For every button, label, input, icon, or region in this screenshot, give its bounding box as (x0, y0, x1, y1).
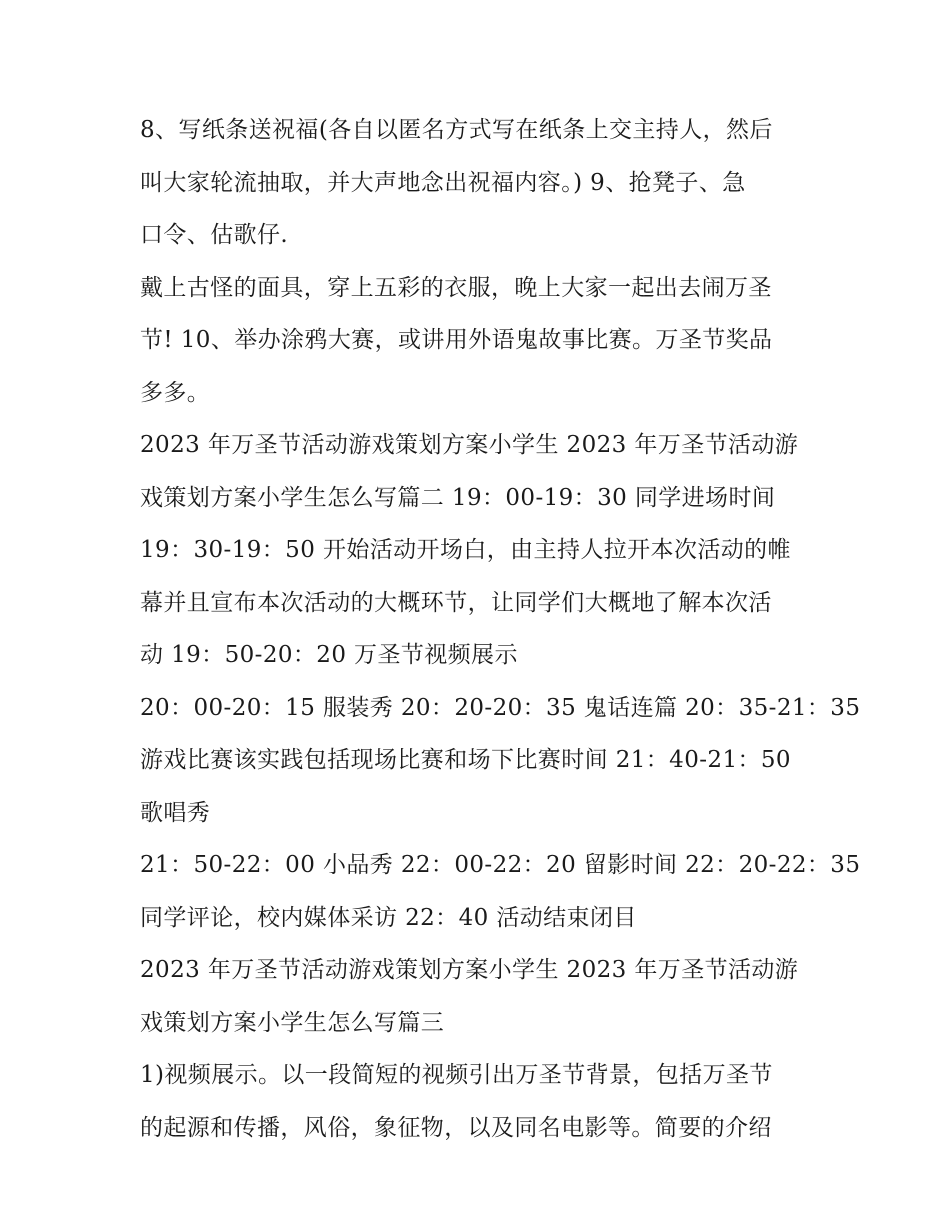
text-line: 2023 年万圣节活动游戏策划方案小学生 2023 年万圣节活动游 (140, 957, 799, 983)
text-line: 动 19：50-20：20 万圣节视频展示 (140, 642, 518, 668)
paragraph-activity-8-9 (140, 104, 820, 262)
text-line: 口令、估歌仔. (140, 222, 289, 248)
text-line: 节! 10、举办涂鸦大赛，或讲用外语鬼故事比赛。万圣节奖品 (140, 327, 773, 353)
text-line: 戴上古怪的面具，穿上五彩的衣服，晚上大家一起出去闹万圣 (140, 274, 772, 301)
text-line: 19：30-19：50 开始活动开场白，由主持人拉开本次活动的帷 (140, 537, 791, 563)
text-line: 戏策划方案小学生怎么写篇三 (140, 1009, 445, 1036)
text-line: 同学评论，校内媒体采访 22：40 活动结束闭目 (140, 904, 637, 931)
schedule-closing (140, 839, 861, 944)
document-body (140, 104, 861, 1154)
text-line: 幕并且宣布本次活动的大概环节，让同学们大概地了解本次活 (140, 589, 772, 616)
section-heading-part-two (140, 419, 820, 524)
schedule-shows-and-games (140, 682, 861, 840)
text-line: 的起源和传播，风俗，象征物，以及同名电影等。简要的介绍 (140, 1114, 772, 1141)
text-line: 21：50-22：00 小品秀 22：00-22：20 留影时间 22：20-22：35 (140, 852, 861, 878)
text-line: 歌唱秀 (140, 799, 211, 826)
text-line: 游戏比赛该实践包括现场比赛和场下比赛时间 21：40-21：50 (140, 747, 791, 773)
section-heading-part-three (140, 944, 820, 1049)
paragraph-activity-10 (140, 262, 820, 420)
schedule-opening (140, 524, 820, 682)
text-line: 20：00-20：15 服装秀 20：20-20：35 鬼话连篇 20：35-21：35 (140, 694, 861, 721)
text-line: 8、写纸条送祝福(各自以匿名方式写在纸条上交主持人，然后 (140, 117, 773, 143)
text-line: 多多。 (140, 379, 211, 406)
text-line: 戏策划方案小学生怎么写篇二 19：00-19：30 同学进场时间 (140, 484, 776, 511)
paragraph-video-intro (140, 1049, 820, 1154)
text-line: 1)视频展示。以一段简短的视频引出万圣节背景，包括万圣节 (140, 1062, 773, 1088)
text-line: 叫大家轮流抽取，并大声地念出祝福内容。) 9、抢凳子、急 (140, 169, 746, 196)
text-line: 2023 年万圣节活动游戏策划方案小学生 2023 年万圣节活动游 (140, 432, 799, 458)
